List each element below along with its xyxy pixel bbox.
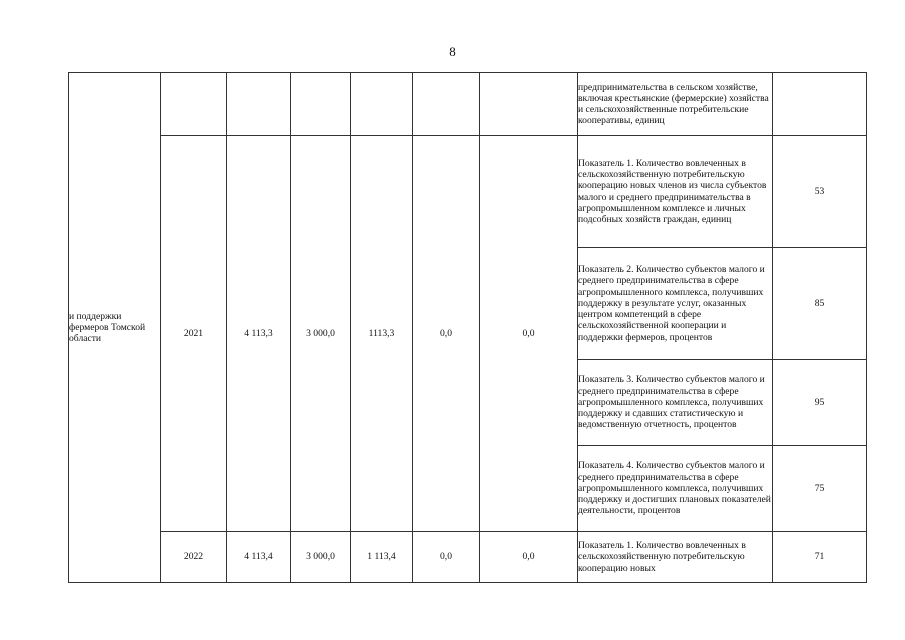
indicator-text: Показатель 3. Количество субъектов малого и среднего предпринимательства в сфере агропромышленного комплекса, получивших поддержку и сдавших статистическую и ведомственную отчетность, процентов [578,374,765,431]
measure-name-cell [69,73,161,583]
indicator-cell [578,532,773,583]
indicator-cell [578,360,773,446]
empty-cell [351,73,413,136]
indicator-cell [578,73,773,136]
local-cell: 0,0 [413,136,480,532]
other-cell: 0,0 [480,136,578,532]
federal-cell: 3 000,0 [291,136,351,532]
indicator-text: Показатель 1. Количество вовлеченных в сельскохозяйственную потребительскую кооперацию новых [578,540,746,574]
empty-cell [291,73,351,136]
indicator-text: Показатель 1. Количество вовлеченных в сельскохозяйственную потребительскую кооперацию новых членов из числа субъектов малого и среднего предпринимательства в агропромышленном комплексе и личных подсобных хозяйств граждан, единиц [578,157,767,225]
indicator-cell [578,136,773,248]
indicator-text: Показатель 2. Количество субъектов малого и среднего предпринимательства в сфере агропромышленного комплекса, получивших поддержку в результате услуг, оказанных центром компетенций в сфере сельскохозяйственной кооперации и поддержки фермеров, процентов [578,264,765,343]
regional-cell: 1113,3 [351,136,413,532]
empty-cell [773,73,867,136]
indicator-value: 71 [773,532,867,583]
empty-cell [227,73,291,136]
year-cell: 2021 [161,136,227,532]
indicator-value: 85 [773,248,867,360]
other-cell: 0,0 [480,532,578,583]
indicator-text: Показатель 4. Количество субъектов малого и среднего предпринимательства в сфере агропромышленного комплекса, получивших поддержку и достигших плановых показателей деятельности, процентов [578,460,771,517]
indicator-text: предпринимательства в сельском хозяйстве, включая крестьянские (фермерские) хозяйства и сельскохозяйственные потребительские кооперативы, единиц [578,81,769,127]
empty-cell [413,73,480,136]
year-cell: 2022 [161,532,227,583]
regional-cell: 1 113,4 [351,532,413,583]
page-number: 8 [449,44,456,59]
program-table [68,72,867,583]
total-cell: 4 113,4 [227,532,291,583]
total-cell: 4 113,3 [227,136,291,532]
indicator-value: 53 [773,136,867,248]
local-cell: 0,0 [413,532,480,583]
empty-cell [161,73,227,136]
measure-name: и поддержки фермеров Томской области [69,310,146,345]
indicator-cell [578,248,773,360]
empty-cell [480,73,578,136]
table-row [69,73,867,136]
table-row [69,532,867,583]
table-row [69,136,867,248]
indicator-cell [578,446,773,532]
federal-cell: 3 000,0 [291,532,351,583]
indicator-value: 95 [773,360,867,446]
indicator-value: 75 [773,446,867,532]
